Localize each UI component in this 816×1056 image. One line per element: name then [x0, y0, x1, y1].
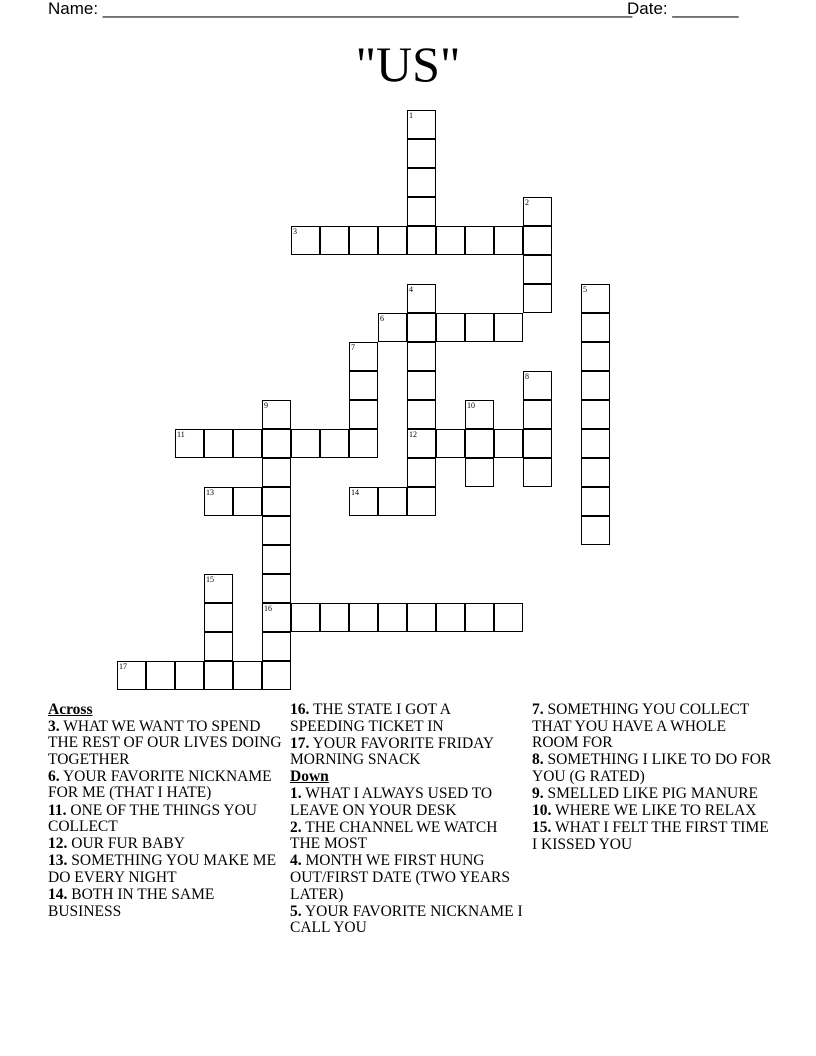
grid-cell — [407, 603, 436, 632]
grid-cell — [175, 429, 204, 458]
cell-number: 14 — [351, 488, 359, 497]
down-clue — [290, 904, 525, 937]
grid-cell — [204, 487, 233, 516]
across-clue — [48, 803, 283, 836]
clues-column-1 — [48, 702, 283, 921]
down-clue — [290, 786, 525, 819]
grid-cell — [378, 226, 407, 255]
grid-cell — [465, 429, 494, 458]
grid-cell — [262, 516, 291, 545]
clue-number: 6. — [48, 767, 60, 785]
across-clue — [290, 702, 525, 735]
clue-text: YOUR FAVORITE NICKNAME FOR ME (THAT I HATE) — [48, 767, 272, 802]
grid-cell — [523, 400, 552, 429]
grid-cell — [581, 284, 610, 313]
cell-number: 2 — [525, 198, 529, 207]
grid-cell — [378, 603, 407, 632]
grid-cell — [465, 400, 494, 429]
grid-cell — [407, 110, 436, 139]
grid-cell — [407, 313, 436, 342]
grid-cell — [233, 661, 262, 690]
clue-number: 9. — [532, 784, 544, 802]
grid-cell — [117, 661, 146, 690]
clue-text: WHAT WE WANT TO SPEND THE REST OF OUR LIVES DOING TOGETHER — [48, 717, 282, 768]
clue-text: SOMETHING I LIKE TO DO FOR YOU (G RATED) — [532, 751, 772, 785]
down-clue — [532, 702, 772, 752]
grid-cell — [320, 429, 349, 458]
clue-number: 10. — [532, 802, 552, 820]
grid-cell — [262, 603, 291, 632]
clue-text: WHAT I ALWAYS USED TO LEAVE ON YOUR DESK — [290, 784, 493, 819]
clue-number: 15. — [532, 819, 552, 837]
clue-number: 16. — [290, 701, 310, 718]
clue-number: 5. — [290, 902, 302, 920]
grid-cell — [262, 632, 291, 661]
cell-number: 15 — [206, 575, 214, 584]
clue-text: ONE OF THE THINGS YOU COLLECT — [48, 801, 257, 836]
clue-text: OUR FUR BABY — [71, 835, 185, 853]
grid-cell — [349, 487, 378, 516]
cell-number: 6 — [380, 314, 384, 323]
grid-cell — [291, 603, 320, 632]
clue-number: 12. — [48, 835, 68, 853]
down-heading: Down — [290, 768, 329, 786]
grid-cell — [262, 458, 291, 487]
grid-cell — [465, 458, 494, 487]
cell-number: 17 — [119, 662, 127, 671]
grid-cell — [523, 371, 552, 400]
grid-cell — [465, 313, 494, 342]
grid-cell — [378, 313, 407, 342]
page-title: "US" — [355, 36, 461, 92]
cell-number: 3 — [293, 227, 297, 236]
grid-cell — [291, 226, 320, 255]
grid-cell — [349, 429, 378, 458]
down-clue — [532, 803, 772, 820]
grid-cell — [262, 429, 291, 458]
grid-cell — [146, 661, 175, 690]
grid-cell — [523, 458, 552, 487]
down-clue — [290, 820, 525, 853]
clue-text: SOMETHING YOU MAKE ME DO EVERY NIGHT — [48, 852, 277, 886]
grid-cell — [581, 342, 610, 371]
grid-cell — [581, 516, 610, 545]
across-clue — [48, 887, 283, 920]
grid-cell — [407, 429, 436, 458]
across-clue — [48, 719, 283, 769]
grid-cell — [349, 342, 378, 371]
clue-text: BOTH IN THE SAME BUSINESS — [48, 886, 215, 920]
grid-cell — [436, 226, 465, 255]
cell-number: 10 — [467, 401, 475, 410]
clues-column-3 — [532, 702, 772, 854]
cell-number: 13 — [206, 488, 214, 497]
grid-cell — [349, 603, 378, 632]
grid-cell — [233, 487, 262, 516]
grid-cell — [407, 284, 436, 313]
grid-cell — [407, 226, 436, 255]
clue-number: 8. — [532, 751, 544, 769]
grid-cell — [262, 574, 291, 603]
grid-cell — [407, 168, 436, 197]
cell-number: 5 — [583, 285, 587, 294]
grid-cell — [523, 197, 552, 226]
grid-cell — [407, 371, 436, 400]
grid-cell — [523, 255, 552, 284]
cell-number: 11 — [177, 430, 185, 439]
grid-cell — [581, 313, 610, 342]
name-field-label: Name: ________________________________________________________ — [48, 0, 633, 18]
clue-text: WHAT I FELT THE FIRST TIME I KISSED YOU — [532, 819, 769, 853]
grid-cell — [204, 603, 233, 632]
cell-number: 9 — [264, 401, 268, 410]
date-field-label: Date: _______ — [627, 0, 739, 18]
grid-cell — [436, 313, 465, 342]
grid-cell — [262, 661, 291, 690]
grid-cell — [175, 661, 204, 690]
cell-number: 16 — [264, 604, 272, 613]
grid-cell — [465, 226, 494, 255]
grid-cell — [581, 487, 610, 516]
across-clue — [48, 836, 283, 853]
grid-cell — [523, 226, 552, 255]
grid-cell — [320, 226, 349, 255]
cell-number: 7 — [351, 343, 355, 352]
grid-cell — [407, 342, 436, 371]
down-clue — [532, 752, 772, 785]
grid-cell — [204, 632, 233, 661]
cell-number: 12 — [409, 430, 417, 439]
clue-number: 1. — [290, 784, 302, 802]
grid-cell — [436, 429, 465, 458]
across-clue — [48, 769, 283, 802]
down-clue — [290, 853, 525, 903]
grid-cell — [581, 371, 610, 400]
grid-cell — [581, 429, 610, 458]
grid-cell — [523, 429, 552, 458]
grid-cell — [349, 400, 378, 429]
grid-cell — [494, 429, 523, 458]
clue-number: 3. — [48, 717, 60, 735]
clue-text: SMELLED LIKE PIG MANURE — [547, 784, 759, 802]
grid-cell — [204, 574, 233, 603]
grid-cell — [407, 400, 436, 429]
grid-cell — [349, 371, 378, 400]
across-clue — [290, 736, 525, 769]
grid-cell — [494, 603, 523, 632]
grid-cell — [320, 603, 349, 632]
grid-cell — [494, 313, 523, 342]
clue-number: 2. — [290, 818, 302, 836]
grid-cell — [262, 400, 291, 429]
grid-cell — [291, 429, 320, 458]
grid-cell — [581, 400, 610, 429]
clue-number: 4. — [290, 852, 302, 870]
clue-text: WHERE WE LIKE TO RELAX — [554, 802, 757, 820]
grid-cell — [465, 603, 494, 632]
grid-cell — [407, 458, 436, 487]
grid-cell — [407, 197, 436, 226]
grid-cell — [407, 487, 436, 516]
clue-text: SOMETHING YOU COLLECT THAT YOU HAVE A WHOLE ROOM FOR — [532, 701, 749, 752]
cell-number: 8 — [525, 372, 529, 381]
grid-cell — [407, 139, 436, 168]
grid-cell — [204, 429, 233, 458]
cell-number: 4 — [409, 285, 413, 294]
grid-cell — [204, 661, 233, 690]
clue-number: 14. — [48, 886, 68, 904]
clue-number: 7. — [532, 701, 544, 718]
grid-cell — [581, 458, 610, 487]
clue-number: 11. — [48, 801, 67, 819]
across-heading: Across — [48, 701, 93, 718]
grid-cell — [262, 545, 291, 574]
clue-number: 13. — [48, 852, 68, 870]
grid-cell — [494, 226, 523, 255]
across-clue — [48, 853, 283, 886]
grid-cell — [262, 487, 291, 516]
clue-text: THE CHANNEL WE WATCH THE MOST — [290, 818, 498, 853]
cell-number: 1 — [409, 111, 413, 120]
grid-cell — [349, 226, 378, 255]
clue-text: THE STATE I GOT A SPEEDING TICKET IN — [290, 701, 451, 735]
clue-text: MONTH WE FIRST HUNG OUT/FIRST DATE (TWO YEARS LATER) — [290, 852, 511, 903]
grid-cell — [523, 284, 552, 313]
clue-text: YOUR FAVORITE FRIDAY MORNING SNACK — [290, 734, 494, 769]
down-clue — [532, 786, 772, 803]
down-clue — [532, 820, 772, 853]
grid-cell — [436, 603, 465, 632]
grid-cell — [378, 487, 407, 516]
clue-text: YOUR FAVORITE NICKNAME I CALL YOU — [290, 902, 523, 937]
clue-number: 17. — [290, 734, 310, 752]
clues-column-2 — [290, 702, 525, 937]
grid-cell — [233, 429, 262, 458]
